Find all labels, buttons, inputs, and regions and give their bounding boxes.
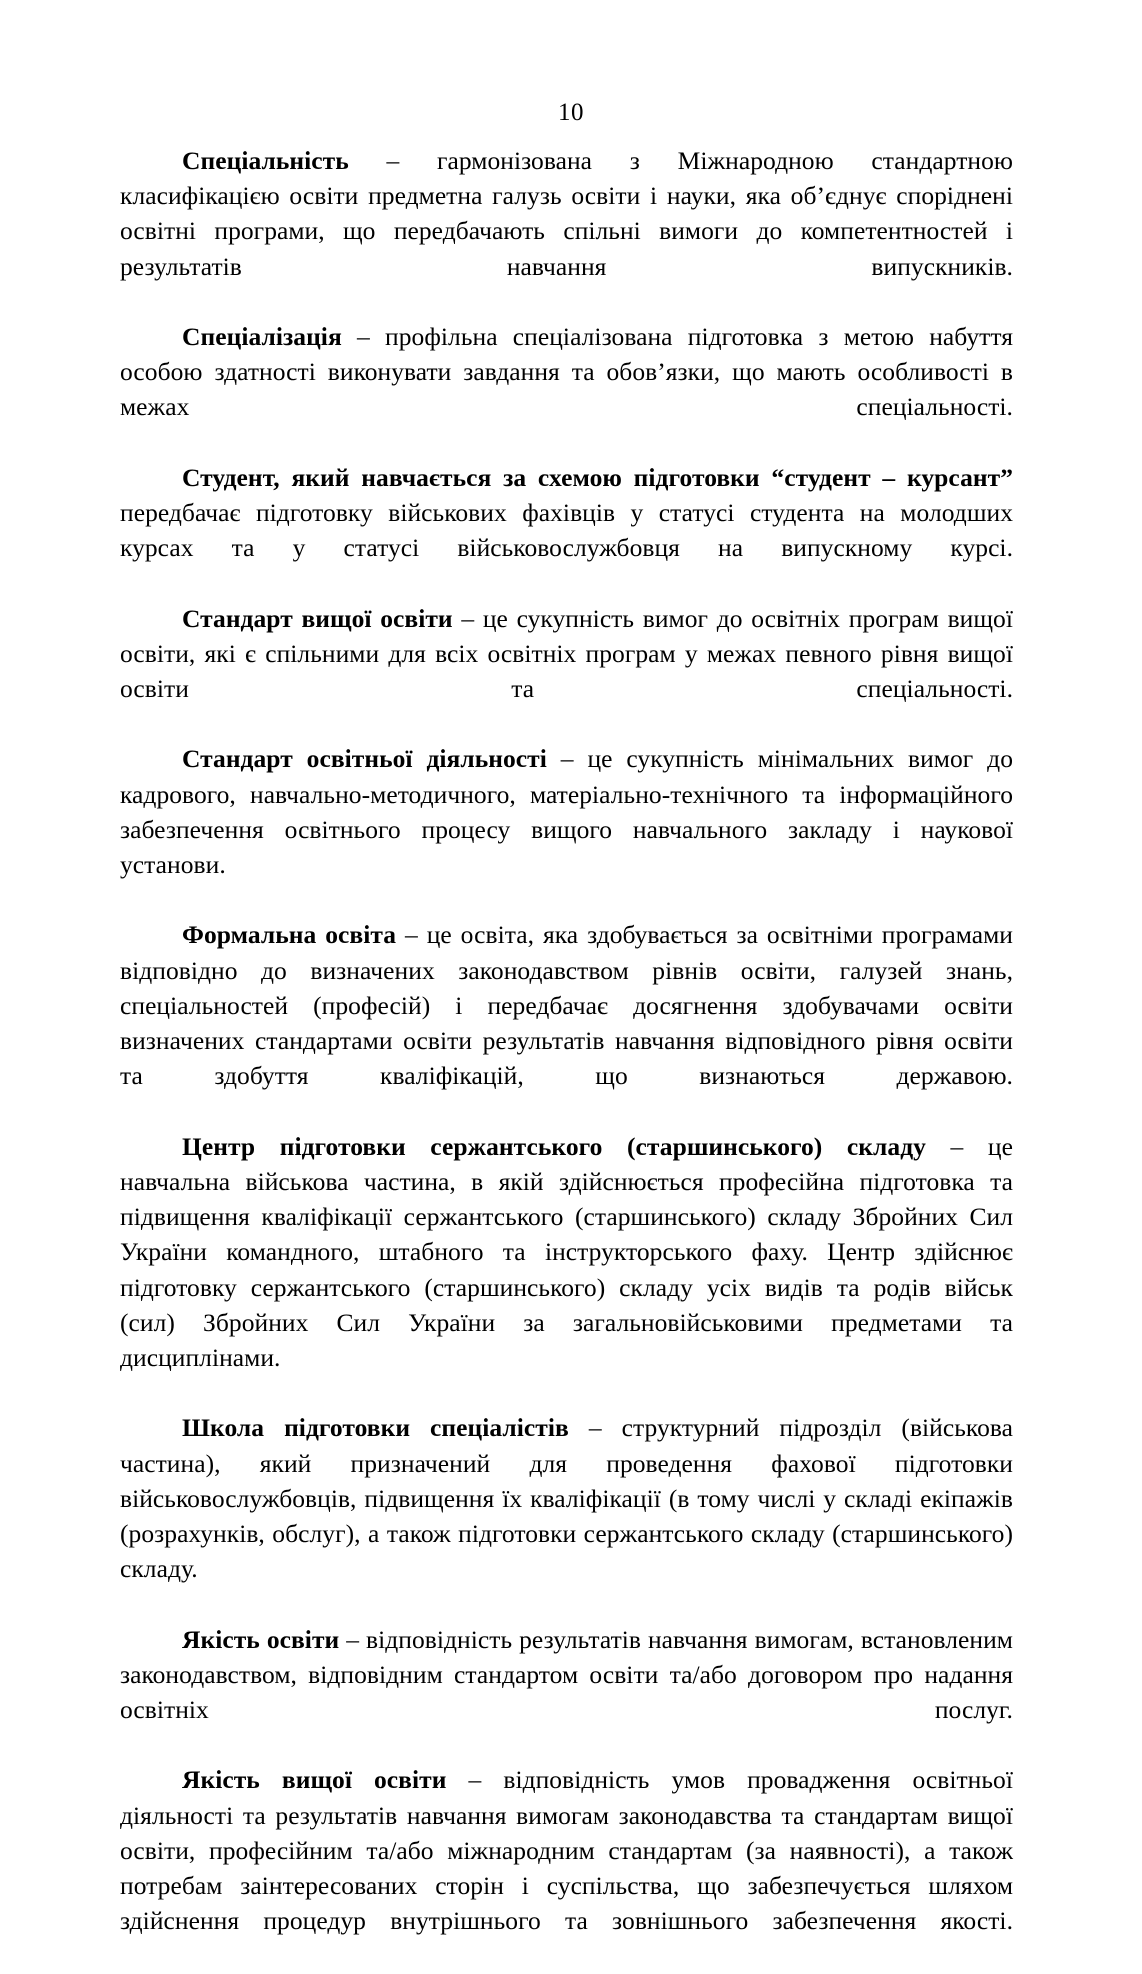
- term-yakist-vyshchoi-osvity: Якість вищої освіти: [182, 1765, 447, 1795]
- paragraph-formalna-osvita: [120, 917, 1013, 1128]
- term-centr-pidgotovky: Центр підготовки сержантського (старшинського) складу: [182, 1131, 926, 1161]
- paragraph-standart-vyshchoi-osvity: [120, 601, 1013, 742]
- term-standart-osvitnoi-diyalnosti: Стандарт освітньої діяльності: [182, 744, 547, 774]
- paragraph-specializaciya: [120, 319, 1013, 460]
- paragraph-yakist-vyshchoi-osvity: [120, 1762, 1013, 1973]
- term-student-kursant: Студент, який навчається за схемою підготовки “студент – курсант”: [182, 462, 1013, 492]
- definition-student-kursant: передбачає підготовку військових фахівців у статусі студента на молодших курсах та у статусі військовослужбовця на випускному курсі.: [120, 498, 1013, 563]
- paragraph-shkola-pidgotovky-specialistiv: [120, 1410, 1013, 1621]
- definition-specializaciya: – профільна спеціалізована підготовка з метою набуття особою здатності виконувати завдання та обов’язки, що мають особливості в межах спеціальності.: [120, 322, 1013, 422]
- paragraph-student-kursant: [120, 460, 1013, 601]
- definition-shkola-pidgotovky-specialistiv: – структурний підрозділ (військова частина), який призначений для проведення фахової підготовки військовослужбовців, підвищення їх кваліфікації (в тому числі у складі екіпажів (розрахунків, обслуг), а також підготовки сержантського складу (старшинського) складу.: [120, 1413, 1013, 1584]
- term-yakist-osvity: Якість освіти: [182, 1624, 340, 1654]
- paragraph-specialnist: [120, 143, 1013, 319]
- definition-specialnist: – гармонізована з Міжнародною стандартною класифікацією освіти предметна галузь освіти і науки, яка об’єднує споріднені освітні програми, що передбачають спільні вимоги до компетентностей і результатів навчання випускників.: [120, 146, 1013, 281]
- definition-standart-osvitnoi-diyalnosti: – це сукупність мінімальних вимог до кадрового, навчально-методичного, матеріально-технічного та інформаційного забезпечення освітнього процесу вищого навчального закладу і наукової установи.: [120, 744, 1013, 880]
- term-standart-vyshchoi-osvity: Стандарт вищої освіти: [182, 603, 453, 633]
- definition-standart-vyshchoi-osvity: – це сукупність вимог до освітніх програм вищої освіти, які є спільними для всіх освітніх програм у межах певного рівня вищої освіти та спеціальності.: [120, 603, 1013, 704]
- term-formalna-osvita: Формальна освіта: [182, 920, 397, 950]
- term-specialnist: Спеціальність: [182, 146, 349, 175]
- definition-formalna-osvita: – це освіта, яка здобувається за освітніми програмами відповідно до визначених законодавством рівнів освіти, галузей знань, спеціальностей (професій) і передбачає досягнення здобувачами освіти визначених стандартами освіти результатів навчання відповідного рівня освіти та здобуття кваліфікацій, що визнаються державою.: [120, 920, 1013, 1091]
- definition-yakist-osvity: – відповідність результатів навчання вимогам, встановленим законодавством, відповідним стандартом освіти та/або договором про надання освітніх послуг.: [120, 1624, 1013, 1724]
- definition-centr-pidgotovky: – це навчальна військова частина, в якій здійснюється професійна підготовка та підвищення кваліфікації сержантського (старшинського) складу Збройних Сил України командного, штабного та інструкторського фаху. Центр здійснює підготовку сержантського (старшинського) складу усіх видів та родів військ (сил) Збройних Сил України за загальновійськовими предметами та дисциплінами.: [120, 1131, 1013, 1372]
- paragraph-standart-osvitnoi-diyalnosti: [120, 741, 1013, 917]
- term-shkola-pidgotovky-specialistiv: Школа підготовки спеціалістів: [182, 1413, 569, 1443]
- document-body: [120, 143, 1013, 1974]
- term-specializaciya: Спеціалізація: [182, 322, 342, 352]
- paragraph-centr-pidgotovky: [120, 1129, 1013, 1411]
- page-number: 10: [558, 99, 584, 126]
- definition-yakist-vyshchoi-osvity: – відповідність умов провадження освітньої діяльності та результатів навчання вимогам законодавства та стандартам вищої освіти, професійним та/або міжнародним стандартам (за наявності), а також потребам заінтересованих сторін і суспільства, що забезпечується шляхом здійснення процедур внутрішнього та зовнішнього забезпечення якості.: [120, 1765, 1013, 1936]
- paragraph-yakist-osvity: [120, 1622, 1013, 1763]
